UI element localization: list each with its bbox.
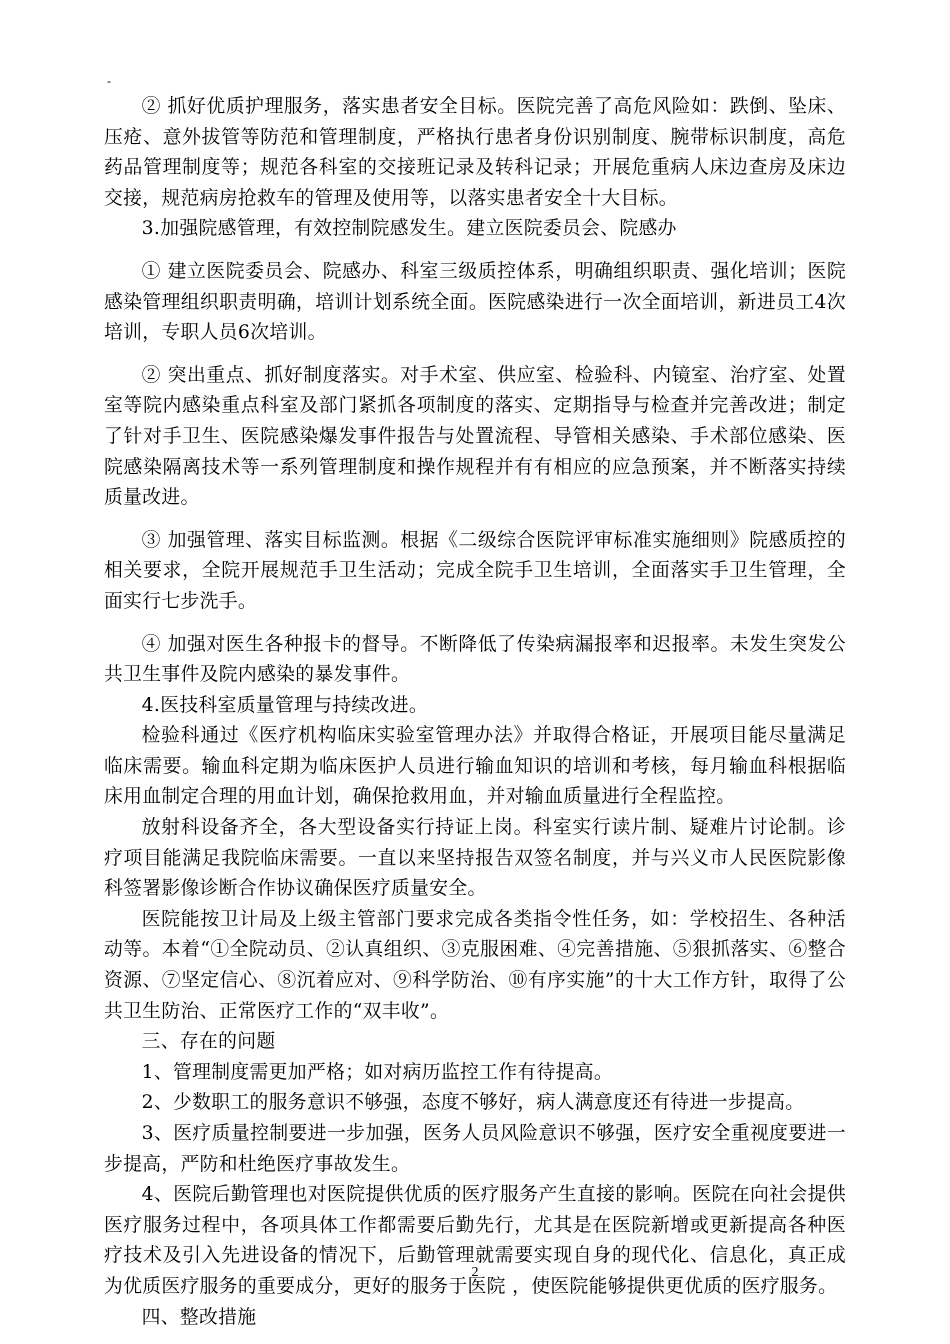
body-text [104,92,846,1333]
paragraph-laboratory: 检验科通过《医疗机构临床实验室管理办法》并取得合格证，开展项目能尽量满足临床需要。输血科定期为临床医护人员进行输血知识的培训和考核，每月输血科根据临床用血制定合理的用血计划，确保抢救用血，并对输血质量进行全程监控。 [104,725,846,808]
paragraph-infection-system: ① 建立医院委员会、院感办、科室三级质控体系，明确组织职责、强化培训；医院感染管理组织职责明确，培训计划系统全面。医院感染进行一次全面培训，新进员工4次培训，专职人员6次培训。 [104,260,846,344]
heading-problems: 三、存在的问题 [141,1031,276,1053]
header-mark: - [107,74,111,88]
heading-medical-tech: 4.医技科室质量管理与持续改进。 [141,694,429,716]
problem-item-3: 3、医疗质量控制要进一步加强，医务人员风险意识不够强，医疗安全重视度要进一步提高，严防和杜绝医疗事故发生。 [104,1123,846,1175]
problem-item-2: 2、少数职工的服务意识不够强，态度不够好，病人满意度还有待进一步提高。 [141,1092,805,1114]
page-number: 2 [471,1265,479,1280]
paragraph-report-cards: ④ 加强对医生各种报卡的督导。不断降低了传染病漏报率和迟报率。未发生突发公共卫生事件及院内感染的暴发事件。 [104,633,846,686]
paragraph-key-departments: ② 突出重点、抓好制度落实。对手术室、供应室、检验科、内镜室、治疗室、处置室等院内感染重点科室及部门紧抓各项制度的落实、定期指导与检查并完善改进；制定了针对手卫生、医院感染爆发事件报告与处置流程、导管相关感染、手术部位感染、医院感染隔离技术等一系列管理制度和操作规程并有有相应的应急预案，并不断落实持续质量改进。 [104,364,846,509]
problem-item-1: 1、管理制度需更加严格；如对病历监控工作有待提高。 [141,1061,614,1083]
problem-item-4: 4、医院后勤管理也对医院提供优质的医疗服务产生直接的影响。医院在向社会提供医疗服务过程中，各项具体工作都需要后勤先行，尤其是在医院新增或更新提高各种医疗技术及引入先进设备的情况下，后勤管理就需要实现自身的现代化、信息化，真正成为优质医疗服务的重要成分，更好的服务于医院 ，使医院能够提供更优质的医疗服务。 [104,1184,846,1297]
paragraph-tasks: 医院能按卫计局及上级主管部门要求完成各类指令性任务，如：学校招生、各种活动等。本着“①全院动员、②认真组织、③克服困难、④完善措施、⑤狠抓落实、⑥整合资源、⑦坚定信心、⑧沉着应对、⑨科学防治、⑩有序实施”的十大工作方针，取得了公共卫生防治、正常医疗工作的“双丰收”。 [104,908,846,1022]
paragraph-radiology: 放射科设备齐全，各大型设备实行持证上岗。科室实行读片制、疑难片讨论制。诊疗项目能满足我院临床需要。一直以来坚持报告双签名制度，并与兴义市人民医院影像科签署影像诊断合作协议确保医疗质量安全。 [104,817,846,900]
heading-rectification: 四、整改措施 [141,1306,257,1328]
heading-infection-control: 3.加强院感管理，有效控制院感发生。建立医院委员会、院感办 [141,218,677,240]
paragraph-nursing-safety: ② 抓好优质护理服务，落实患者安全目标。医院完善了高危风险如：跌倒、坠床、压疮、意外拔管等防范和管理制度，严格执行患者身份识别制度、腕带标识制度，高危药品管理制度等；规范各科室的交接班记录及转科记录；开展危重病人床边查房及床边交接，规范病房抢救车的管理及使用等，以落实患者安全十大目标。 [104,96,846,209]
paragraph-target-monitoring: ③ 加强管理、落实目标监测。根据《二级综合医院评审标准实施细则》院感质控的相关要求，全院开展规范手卫生活动；完成全院手卫生培训，全面落实手卫生管理，全面实行七步洗手。 [104,529,846,612]
